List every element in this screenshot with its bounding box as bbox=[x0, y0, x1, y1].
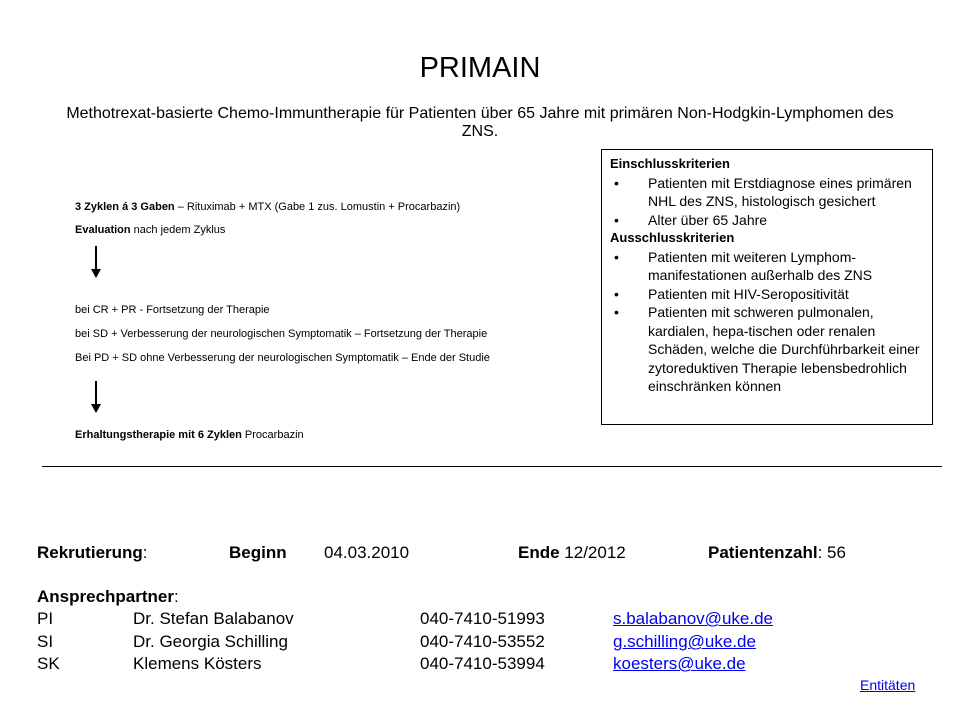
flow-maintenance-line bbox=[75, 428, 304, 442]
contact-role: SI bbox=[37, 632, 54, 651]
flow-evaluation-rest: nach jedem Zyklus bbox=[130, 224, 226, 236]
flow-maintenance-rest: Procarbazin bbox=[241, 429, 304, 441]
page-title: PRIMAIN bbox=[419, 52, 541, 84]
inclusion-item-text: Patienten mit Erstdiagnose eines primären NHL des ZNS, histologisch gesichert bbox=[648, 174, 912, 209]
recruitment-label bbox=[37, 542, 148, 563]
patients-field bbox=[708, 542, 846, 563]
arrow-head bbox=[91, 269, 101, 278]
end-label: Ende bbox=[518, 543, 560, 562]
study-subtitle: Methotrexat-basierte Chemo-Immuntherapie für Patienten über 65 Jahre mit primären Non-Hodgkin-Lymphomen des ZNS. bbox=[66, 105, 894, 140]
contact-name: Dr. Stefan Balabanov bbox=[133, 609, 294, 628]
flow-cycles-rest: – Rituximab + MTX (Gabe 1 zus. Lomustin + Procarbazin) bbox=[174, 201, 461, 213]
exclusion-item-text: Patienten mit weiteren Lymphom-manifestationen außerhalb des ZNS bbox=[648, 248, 873, 283]
entitaeten-link[interactable]: Entitäten bbox=[860, 677, 916, 693]
recruitment-label-text: Rekrutierung bbox=[37, 543, 143, 562]
exclusion-heading: Ausschlusskriterien bbox=[610, 230, 735, 245]
criteria-box bbox=[601, 149, 933, 425]
bullet-icon: • bbox=[614, 304, 619, 320]
flow-cycles-line bbox=[75, 200, 460, 214]
exclusion-item bbox=[610, 248, 924, 285]
contact-role: PI bbox=[37, 609, 54, 628]
contact-email-link[interactable]: s.balabanov@uke.de bbox=[613, 609, 773, 628]
contact-name: Klemens Kösters bbox=[133, 654, 262, 673]
exclusion-item-text: Patienten mit schweren pulmonalen, kardialen, hepa-tischen oder renalen Schäden, welche die Durchführbarkeit einer zytoreduktiven Therapie lebensbedrohlich einschränken können bbox=[648, 304, 920, 394]
patients-value: : 56 bbox=[817, 543, 846, 562]
down-arrow-icon bbox=[91, 246, 101, 278]
separator-line bbox=[42, 466, 942, 467]
bullet-icon: • bbox=[614, 248, 619, 265]
contact-role: SK bbox=[37, 654, 60, 673]
inclusion-item bbox=[610, 211, 924, 230]
bullet-icon: • bbox=[614, 174, 619, 191]
start-label: Beginn bbox=[229, 543, 287, 562]
flow-evaluation-line bbox=[75, 223, 225, 237]
contact-phone: 040-7410-53994 bbox=[420, 654, 545, 673]
flow-maintenance-bold: Erhaltungstherapie mit 6 Zyklen bbox=[75, 429, 242, 441]
contacts-label-text: Ansprechpartner bbox=[37, 587, 174, 606]
exclusion-item bbox=[610, 285, 924, 304]
recruitment-colon: : bbox=[142, 543, 148, 562]
contact-email-link[interactable]: koesters@uke.de bbox=[613, 654, 746, 673]
arrow-head bbox=[91, 404, 101, 413]
exclusion-item bbox=[610, 303, 924, 396]
contact-phone: 040-7410-53552 bbox=[420, 632, 545, 651]
flow-evaluation-bold: Evaluation bbox=[75, 224, 131, 236]
end-value: 12/2012 bbox=[564, 543, 626, 562]
flow-outcome-3: Bei PD + SD ohne Verbesserung der neurologischen Symptomatik – Ende der Studie bbox=[75, 352, 490, 364]
bullet-icon: • bbox=[614, 211, 619, 228]
patients-label: Patientenzahl bbox=[708, 543, 818, 562]
contacts-label bbox=[37, 586, 179, 607]
contact-name: Dr. Georgia Schilling bbox=[133, 632, 288, 651]
exclusion-item-text: Patienten mit HIV-Seropositivität bbox=[648, 285, 849, 302]
contact-phone: 040-7410-51993 bbox=[420, 609, 545, 628]
start-value: 04.03.2010 bbox=[324, 543, 410, 562]
flow-outcome-2: bei SD + Verbesserung der neurologischen Symptomatik – Fortsetzung der Therapie bbox=[75, 328, 488, 340]
inclusion-heading: Einschlusskriterien bbox=[610, 156, 730, 171]
flow-outcome-1: bei CR + PR - Fortsetzung der Therapie bbox=[75, 304, 270, 316]
contact-email-link[interactable]: g.schilling@uke.de bbox=[613, 632, 756, 651]
flow-cycles-bold: 3 Zyklen á 3 Gaben bbox=[75, 201, 175, 213]
bullet-icon: • bbox=[614, 285, 619, 302]
inclusion-item-text: Alter über 65 Jahre bbox=[648, 211, 768, 228]
end-field bbox=[518, 542, 626, 563]
contacts-colon: : bbox=[173, 587, 179, 606]
inclusion-item bbox=[610, 174, 924, 211]
down-arrow-icon bbox=[91, 381, 101, 413]
